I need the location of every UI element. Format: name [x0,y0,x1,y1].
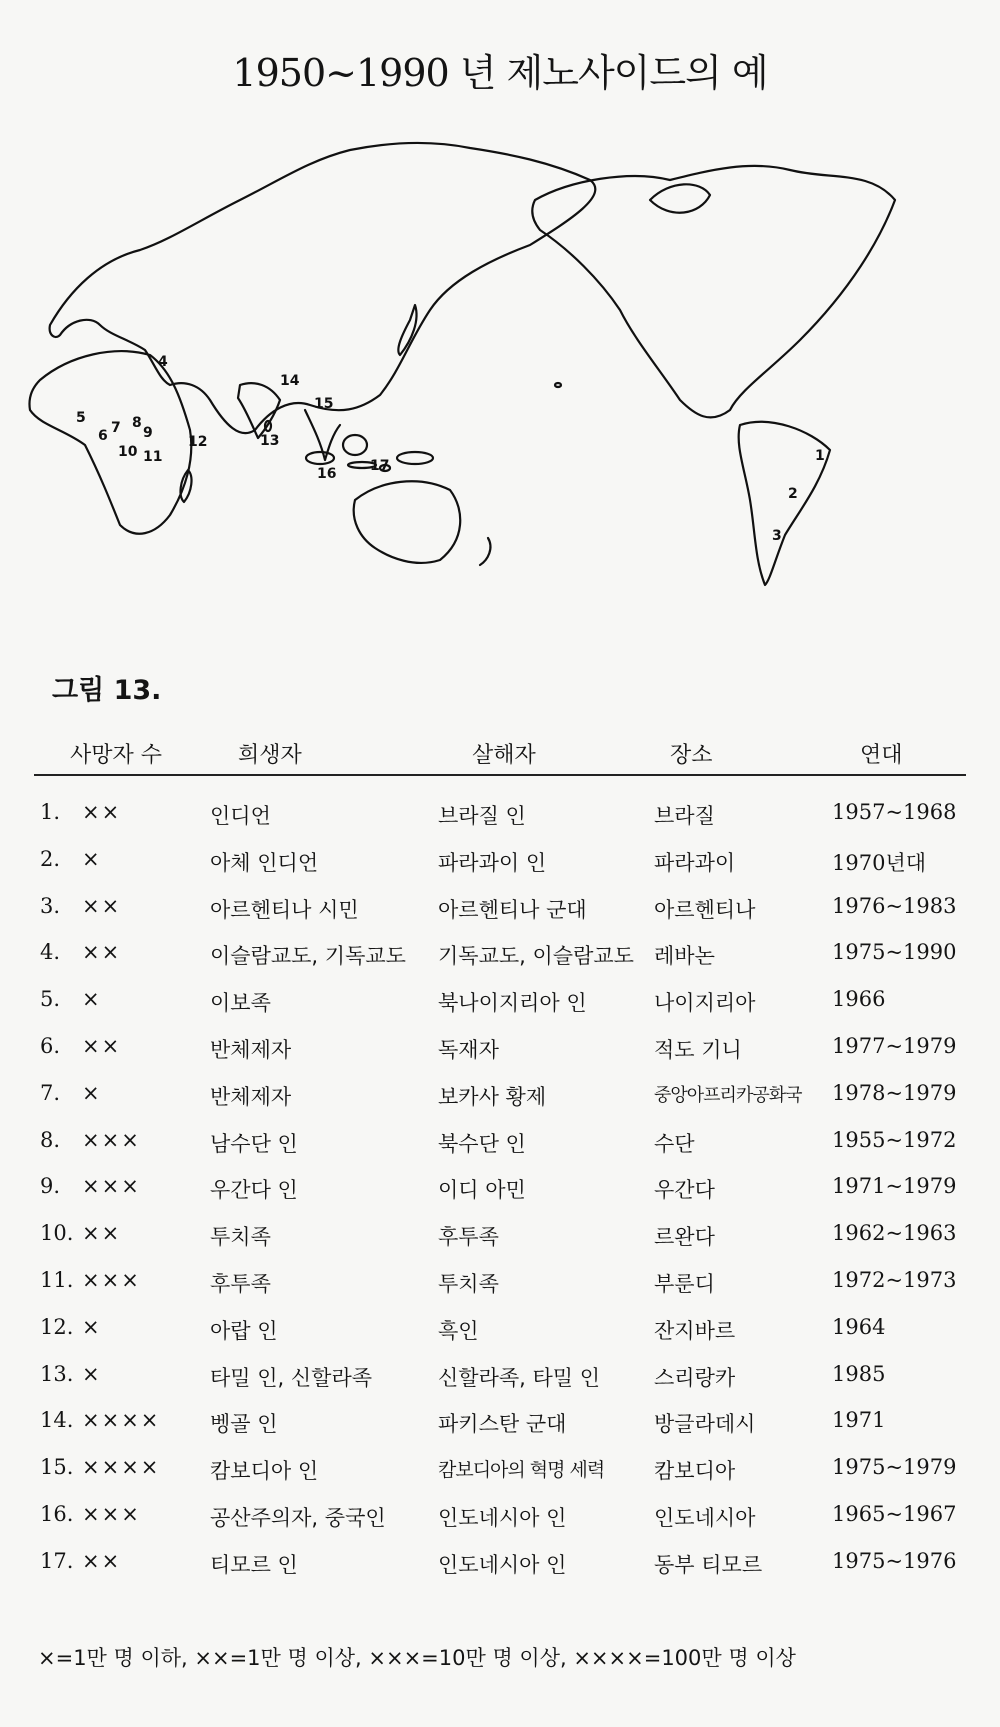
header-period: 연대 [860,743,903,768]
row-location: 수단 [654,1131,695,1156]
row-period: 1985 [832,1361,886,1386]
row-perpetrators: 신할라족, 타밀 인 [438,1365,601,1390]
row-period: 1971 [832,1408,886,1433]
row-deaths: ××× [82,1267,141,1292]
row-perpetrators: 파라과이 인 [438,850,547,875]
row-perpetrators: 캄보디아의 혁명 세력 [438,1459,605,1482]
row-victims: 반체제자 [210,1037,292,1062]
row-number: 9. [40,1174,61,1199]
map-marker-5: 5 [76,410,86,426]
row-number: 7. [40,1080,61,1105]
australia-outline [354,481,461,563]
row-perpetrators: 독재자 [438,1037,499,1062]
table-row [34,1024,966,1071]
greenland-outline [650,184,710,212]
header-victims: 희생자 [238,743,302,768]
row-victims: 후투족 [210,1271,271,1296]
map-marker-3: 3 [772,528,782,544]
row-deaths: ×× [82,1033,122,1058]
row-victims: 남수단 인 [210,1131,298,1156]
row-deaths: ×× [82,1548,122,1573]
row-location: 우간다 [654,1178,715,1203]
row-deaths: × [82,846,102,871]
legend: ×=1만 명 이하, ××=1만 명 이상, ×××=10만 명 이상, ××××=100만 명 이상 [38,1646,796,1670]
row-victims: 인디언 [210,804,271,828]
row-period: 1975~1976 [832,1548,957,1573]
row-location: 방글라데시 [654,1412,756,1437]
row-period: 1964 [832,1314,886,1339]
table-row [34,977,966,1024]
row-victims: 캄보디아 인 [210,1459,319,1484]
map-marker-14: 14 [280,373,300,389]
table-row [34,837,966,884]
row-perpetrators: 후투족 [438,1225,499,1250]
genocide-table [34,730,966,1586]
row-deaths: ××× [82,1174,141,1199]
row-period: 1965~1967 [832,1501,957,1526]
row-deaths: × [82,987,102,1012]
row-victims: 우간다 인 [210,1178,298,1203]
table-row [34,1445,966,1492]
row-perpetrators: 흑인 [438,1318,479,1343]
row-period: 1962~1963 [832,1221,957,1246]
row-deaths: × [82,1361,102,1386]
row-perpetrators: 인도네시아 인 [438,1552,567,1577]
row-number: 4. [40,940,61,965]
row-victims: 티모르 인 [210,1552,298,1577]
row-period: 1966 [832,987,886,1012]
row-perpetrators: 인도네시아 인 [438,1505,567,1530]
table-row [34,1164,966,1211]
row-location: 파라과이 [654,850,736,875]
world-map-outline [10,140,990,660]
row-number: 2. [40,846,61,871]
row-location: 아르헨티나 [654,897,756,922]
row-deaths: ×× [82,893,122,918]
map-marker-13: 13 [260,433,280,449]
row-deaths: ×× [82,800,122,824]
row-perpetrators: 북나이지리아 인 [438,991,587,1016]
row-location: 인도네시아 [654,1505,756,1530]
row-deaths: × [82,1080,102,1105]
row-deaths: ××× [82,1501,141,1526]
table-row [34,1118,966,1165]
map-marker-8: 8 [132,415,142,431]
row-location: 중앙아프리카공화국 [654,1084,802,1106]
table-row [34,1398,966,1445]
map-marker-2: 2 [788,486,798,502]
row-victims: 타밀 인, 신할라족 [210,1365,373,1390]
map-marker-15: 15 [314,396,334,412]
row-deaths: ×××× [82,1408,161,1433]
new-guinea-outline [397,452,433,464]
new-zealand-outline [480,538,490,565]
table-row [34,1305,966,1352]
row-location: 부룬디 [654,1271,715,1296]
row-location: 르완다 [654,1225,715,1250]
table-header [34,730,966,776]
row-period: 1971~1979 [832,1174,957,1199]
row-number: 8. [40,1127,61,1152]
row-perpetrators: 투치족 [438,1271,499,1296]
row-victims: 투치족 [210,1225,271,1250]
row-number: 5. [40,987,61,1012]
row-number: 3. [40,893,61,918]
map-marker-4: 4 [158,354,168,370]
row-victims: 반체제자 [210,1084,292,1109]
row-period: 1970년대 [832,850,927,875]
map-marker-7: 7 [111,420,121,436]
eurasia-outline [50,143,596,433]
row-location: 스리랑카 [654,1365,736,1390]
row-number: 14. [40,1408,74,1433]
row-victims: 아체 인디언 [210,850,319,875]
row-victims: 공산주의자, 중국인 [210,1505,386,1530]
south-america-outline [739,422,830,585]
row-number: 16. [40,1501,74,1526]
page-title: 1950~1990 년 제노사이드의 예 [232,51,768,95]
table-row [34,1258,966,1305]
figure-caption: 그림 13. [52,675,162,706]
row-period: 1977~1979 [832,1033,957,1058]
row-number: 12. [40,1314,74,1339]
table-row [34,1211,966,1258]
row-location: 잔지바르 [654,1318,736,1343]
row-location: 브라질 [654,804,715,828]
row-period: 1975~1990 [832,940,957,965]
map-marker-6: 6 [98,428,108,444]
row-number: 1. [40,800,61,824]
map-marker-11: 11 [143,449,163,465]
row-perpetrators: 북수단 인 [438,1131,526,1156]
madagascar-outline [181,470,192,502]
table-row [34,930,966,977]
row-number: 15. [40,1455,74,1480]
row-victims: 이보족 [210,991,271,1016]
map-marker-9: 9 [143,425,153,441]
table-row [34,884,966,931]
header-deaths: 사망자 수 [70,743,163,768]
row-period: 1955~1972 [832,1127,957,1152]
header-location: 장소 [670,743,713,768]
row-perpetrators: 아르헨티나 군대 [438,897,587,922]
row-victims: 아랍 인 [210,1318,278,1343]
row-perpetrators: 파키스탄 군대 [438,1412,567,1437]
table-row [34,1071,966,1118]
map-marker-1: 1 [815,448,825,464]
row-period: 1975~1979 [832,1455,957,1480]
row-location: 레바논 [654,944,715,969]
table-body [34,776,966,1586]
row-deaths: × [82,1314,102,1339]
row-period: 1957~1968 [832,800,957,824]
table-row [34,790,966,837]
borneo-outline [343,435,367,455]
header-perpetrators: 살해자 [472,743,536,768]
sumatra-outline [306,452,334,464]
row-location: 캄보디아 [654,1459,736,1484]
row-location: 적도 기니 [654,1037,742,1062]
row-location: 나이지리아 [654,991,756,1016]
row-deaths: ×× [82,1221,122,1246]
row-deaths: ×× [82,940,122,965]
table-row [34,1352,966,1399]
row-perpetrators: 브라질 인 [438,804,526,828]
table-row [34,1492,966,1539]
row-perpetrators: 이디 아민 [438,1178,526,1203]
row-victims: 이슬람교도, 기독교도 [210,944,406,969]
map-marker-12: 12 [188,434,208,450]
row-period: 1976~1983 [832,893,957,918]
row-period: 1972~1973 [832,1267,957,1292]
row-number: 17. [40,1548,74,1573]
map-marker-17: 17 [370,458,390,474]
africa-outline [29,351,191,534]
row-victims: 아르헨티나 시민 [210,897,359,922]
map-marker-10: 10 [118,444,138,460]
row-deaths: ×××× [82,1455,161,1480]
row-number: 11. [40,1267,74,1292]
row-location: 동부 티모르 [654,1552,763,1577]
row-period: 1978~1979 [832,1080,957,1105]
row-perpetrators: 보카사 황제 [438,1084,547,1109]
row-perpetrators: 기독교도, 이슬람교도 [438,944,634,969]
row-victims: 벵골 인 [210,1412,278,1437]
row-number: 6. [40,1033,61,1058]
row-number: 10. [40,1221,74,1246]
row-deaths: ××× [82,1127,141,1152]
hawaii-outline [555,383,561,387]
world-map [10,140,990,660]
map-marker-16: 16 [317,466,337,482]
row-number: 13. [40,1361,74,1386]
table-row [34,1539,966,1586]
